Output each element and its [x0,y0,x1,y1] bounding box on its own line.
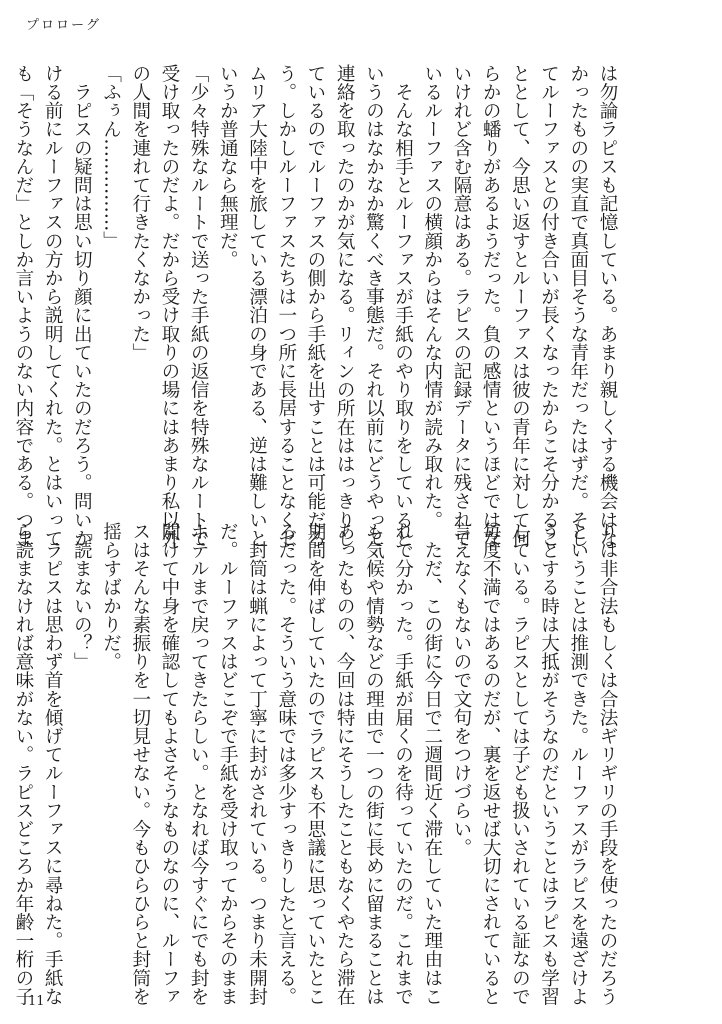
text-line: ろだった。そういう意味では多少すっきりしたと言える。 [275,522,297,1006]
text-line: ムリア大陸中を旅している漂泊の身である、逆は難しいと [246,64,268,548]
text-line: 開けて中身を確認してもよさそうなものなのに、ルーファ [158,522,180,1006]
text-line: 「読まないの？」 [71,522,93,671]
text-line: いるルーファスの横顔からはそんな内情が読み取れた。 [421,64,443,529]
text-line: そんな相手とルーファスが手紙のやり取りをしていると [392,64,414,548]
text-line: 「少々特殊なルートで送った手紙の返信を特殊なルートで [188,64,210,548]
running-header: プロローグ [26,18,102,33]
text-line: している。ラピスとしては子ども扱いされている証なので [509,522,531,1006]
text-line: あったものの、今回は特にそうしたこともなくやたら滞在 [334,522,356,1006]
text-line: だ。ルーファスはどこぞで手紙を受け取ってからそのまま [217,522,239,1006]
text-line: らかの蟠りがあるようだった。負の感情というほどではな [480,64,502,548]
text-line: も気候や情勢などの理由で一つの街に長めに留まることは [363,522,385,1006]
text-line: 期間を伸ばしていたのでラピスも不思議に思っていたとこ [304,522,326,1006]
text-line: ということは推測できた。ルーファスがラピスを遠ざけよ [567,522,589,1006]
text-line: 揺らすばかりだ。 [100,522,122,671]
text-line: 連絡を取ったのかが気になる。リィンの所在ははっきりし [334,64,356,548]
text-line: ラピスの疑問は思い切り顔に出ていたのだろう。問いか [71,64,93,548]
text-line: いうのはなかなか驚くべき事態だ。それ以前にどうやって [363,64,385,548]
text-line: ととして、今思い返すとルーファスは彼の青年に対して何 [509,64,531,548]
text-line: てルーファスとの付き合いが長くなったからこそ分かるこ [538,64,560,548]
upper-text-block [12,64,622,548]
text-line: 「ふぅん……………」 [100,64,122,250]
text-line: ただ、この街に今日で二週間近く滞在していた理由はこ [421,522,443,1006]
text-line: りは非合法もしくは合法ギリギリの手段を使ったのだろう [597,522,618,1006]
text-line: ホテルまで戻ってきたらしい。となれば今すぐにでも封を [188,522,210,1006]
text-line: は勿論ラピスも記憶している。あまり親しくする機会はな [597,64,618,548]
text-line: かったものの実直で真面目そうな青年だったはずだ。そし [567,64,589,548]
text-line: いけれど含む隔意はある。ラピスの記録データに残されて [450,64,472,548]
page-number: 11 [28,994,45,1009]
text-line: ら読まなければ意味がない。ラピスどころか年齢一桁の子 [12,522,34,1006]
text-line: ているのでルーファスの側から手紙を出すことは可能だろ [304,64,326,548]
text-line: うとする時は大抵がそうなのだということはラピスも学習 [538,522,560,1006]
text-line: 言えなくもないので文句をつけづらい。 [450,522,472,857]
text-line: ラピスは思わず首を傾げてルーファスに尋ねた。手紙な [42,522,64,1006]
text-line: の人間を連れて行きたくなかった」 [129,64,151,362]
text-line: 毎度不満ではあるのだが、裏を返せば大切にされていると [480,522,502,1006]
text-line: いうか普通なら無理だ。 [217,64,239,269]
text-line: う。しかしルーファスたちは一つ所に長居することなくゼ [275,64,297,548]
text-line: スはそんな素振りを一切見せない。今もひらひらと封筒を [129,522,151,1006]
text-line: 受け取ったのだよ。だから受け取りの場にはあまり私以外 [158,64,180,548]
text-line: れで分かった。手紙が届くのを待っていたのだ。これまで [392,522,414,1006]
text-line: ける前にルーファスの方から説明してくれた。とはいって [42,64,64,548]
text-line: も「そうなんだ」としか言いようのない内容である。つま [12,64,34,548]
text-line: 封筒は蝋によって丁寧に封がされている。つまり未開封 [246,522,268,1006]
